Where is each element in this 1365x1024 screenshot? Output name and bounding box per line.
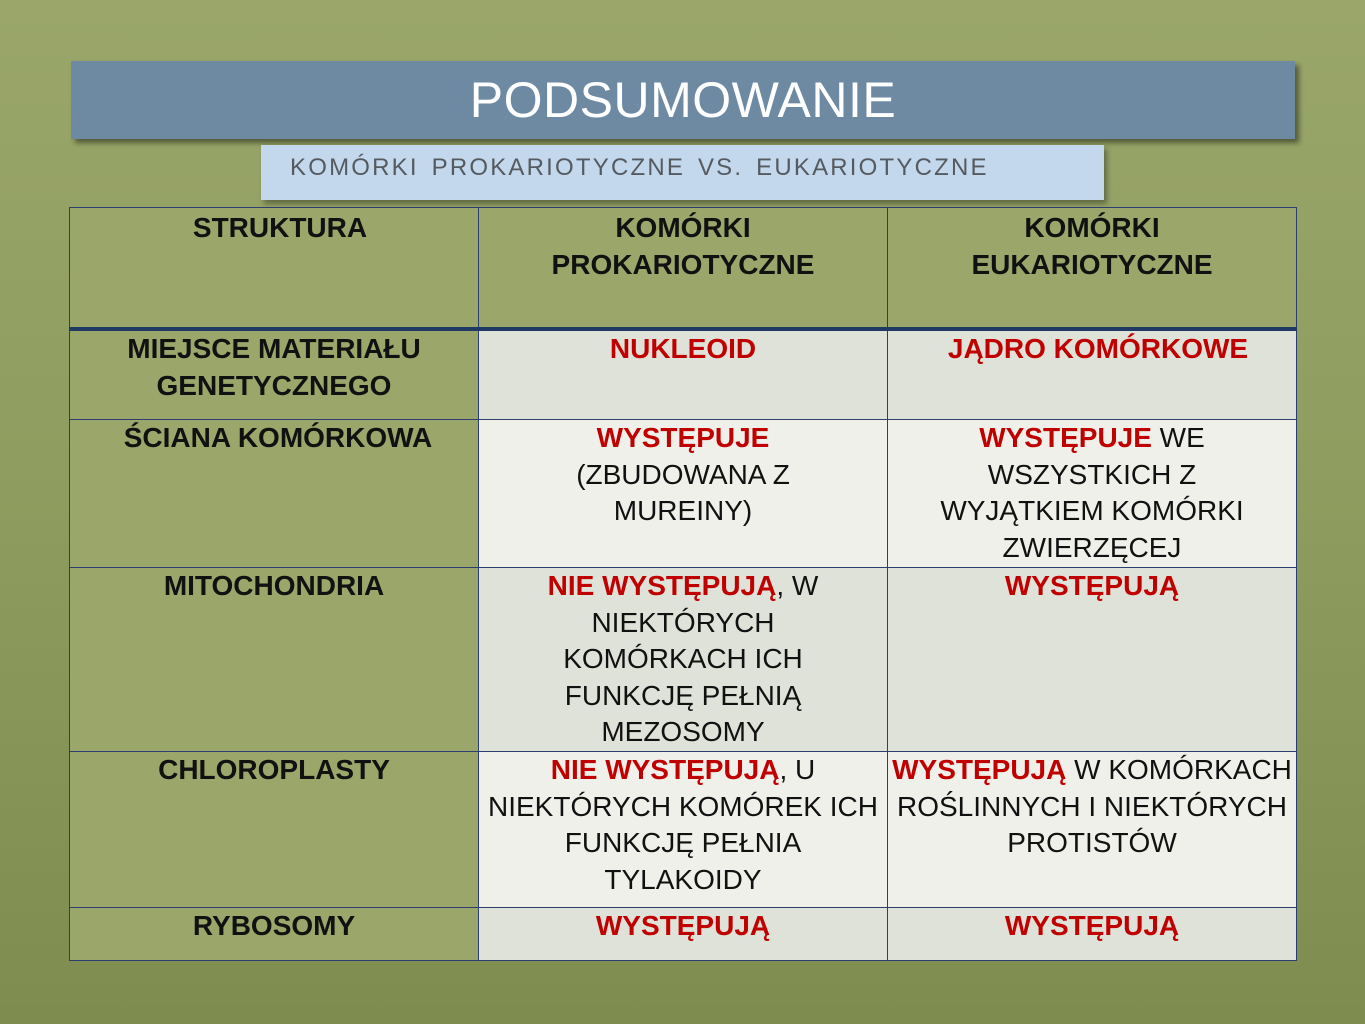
table-row xyxy=(70,568,1297,752)
title-banner xyxy=(71,61,1295,139)
page-subtitle: KOMÓRKI PROKARIOTYCZNE VS. EUKARIOTYCZNE xyxy=(290,154,989,181)
header-prokaryotic: KOMÓRKI PROKARIOTYCZNE xyxy=(479,208,888,330)
table-row xyxy=(70,908,1297,961)
prokaryotic-cell xyxy=(479,752,888,908)
header-eukaryotic: KOMÓRKI EUKARIOTYCZNE xyxy=(888,208,1297,330)
eukaryotic-cell xyxy=(888,420,1297,568)
highlight-text: WYSTĘPUJĄ xyxy=(1004,570,1180,601)
row-label: MIEJSCE MATERIAŁU GENETYCZNEGO xyxy=(70,329,479,420)
header-structure: STRUKTURA xyxy=(70,208,479,330)
row-label: MITOCHONDRIA xyxy=(70,568,479,752)
table-row xyxy=(70,752,1297,908)
row-label: RYBOSOMY xyxy=(70,908,479,961)
prokaryotic-cell xyxy=(479,329,888,420)
row-label: CHLOROPLASTY xyxy=(70,752,479,908)
table-row xyxy=(70,420,1297,568)
prokaryotic-cell xyxy=(479,420,888,568)
highlight-text: WYSTĘPUJĄ xyxy=(892,754,1067,785)
highlight-text: NIE WYSTĘPUJĄ xyxy=(550,754,780,785)
cell-text: W KOMÓRKACH ROŚLINNYCH I NIEKTÓRYCH PROTISTÓW xyxy=(897,754,1292,858)
cell-text: (ZBUDOWANA Z MUREINY) xyxy=(576,458,790,526)
highlight-text: NIE WYSTĘPUJĄ xyxy=(547,570,777,601)
table-header-row xyxy=(70,208,1297,330)
subtitle-banner xyxy=(261,145,1104,200)
cell-text: WE WSZYSTKICH Z WYJĄTKIEM KOMÓRKI ZWIERZĘCEJ xyxy=(940,422,1244,563)
prokaryotic-cell xyxy=(479,908,888,961)
cell-text: , W NIEKTÓRYCH KOMÓRKACH ICH FUNKCJĘ PEŁNIĄ MEZOSOMY xyxy=(563,570,819,747)
eukaryotic-cell xyxy=(888,329,1297,420)
highlight-text: JĄDRO KOMÓRKOWE xyxy=(947,333,1249,364)
page-title: PODSUMOWANIE xyxy=(469,72,897,128)
eukaryotic-cell xyxy=(888,752,1297,908)
highlight-text: WYSTĘPUJĄ xyxy=(1004,910,1180,941)
highlight-text: WYSTĘPUJĄ xyxy=(595,910,771,941)
eukaryotic-cell xyxy=(888,908,1297,961)
table-row xyxy=(70,329,1297,420)
eukaryotic-cell xyxy=(888,568,1297,752)
prokaryotic-cell xyxy=(479,568,888,752)
row-label: ŚCIANA KOMÓRKOWA xyxy=(70,420,479,568)
highlight-text: WYSTĘPUJE xyxy=(596,422,770,453)
cell-text: , U NIEKTÓRYCH KOMÓREK ICH FUNKCJĘ PEŁNIA TYLAKOIDY xyxy=(488,754,878,895)
comparison-table xyxy=(69,207,1297,961)
highlight-text: NUKLEOID xyxy=(609,333,757,364)
highlight-text: WYSTĘPUJE xyxy=(979,422,1152,453)
